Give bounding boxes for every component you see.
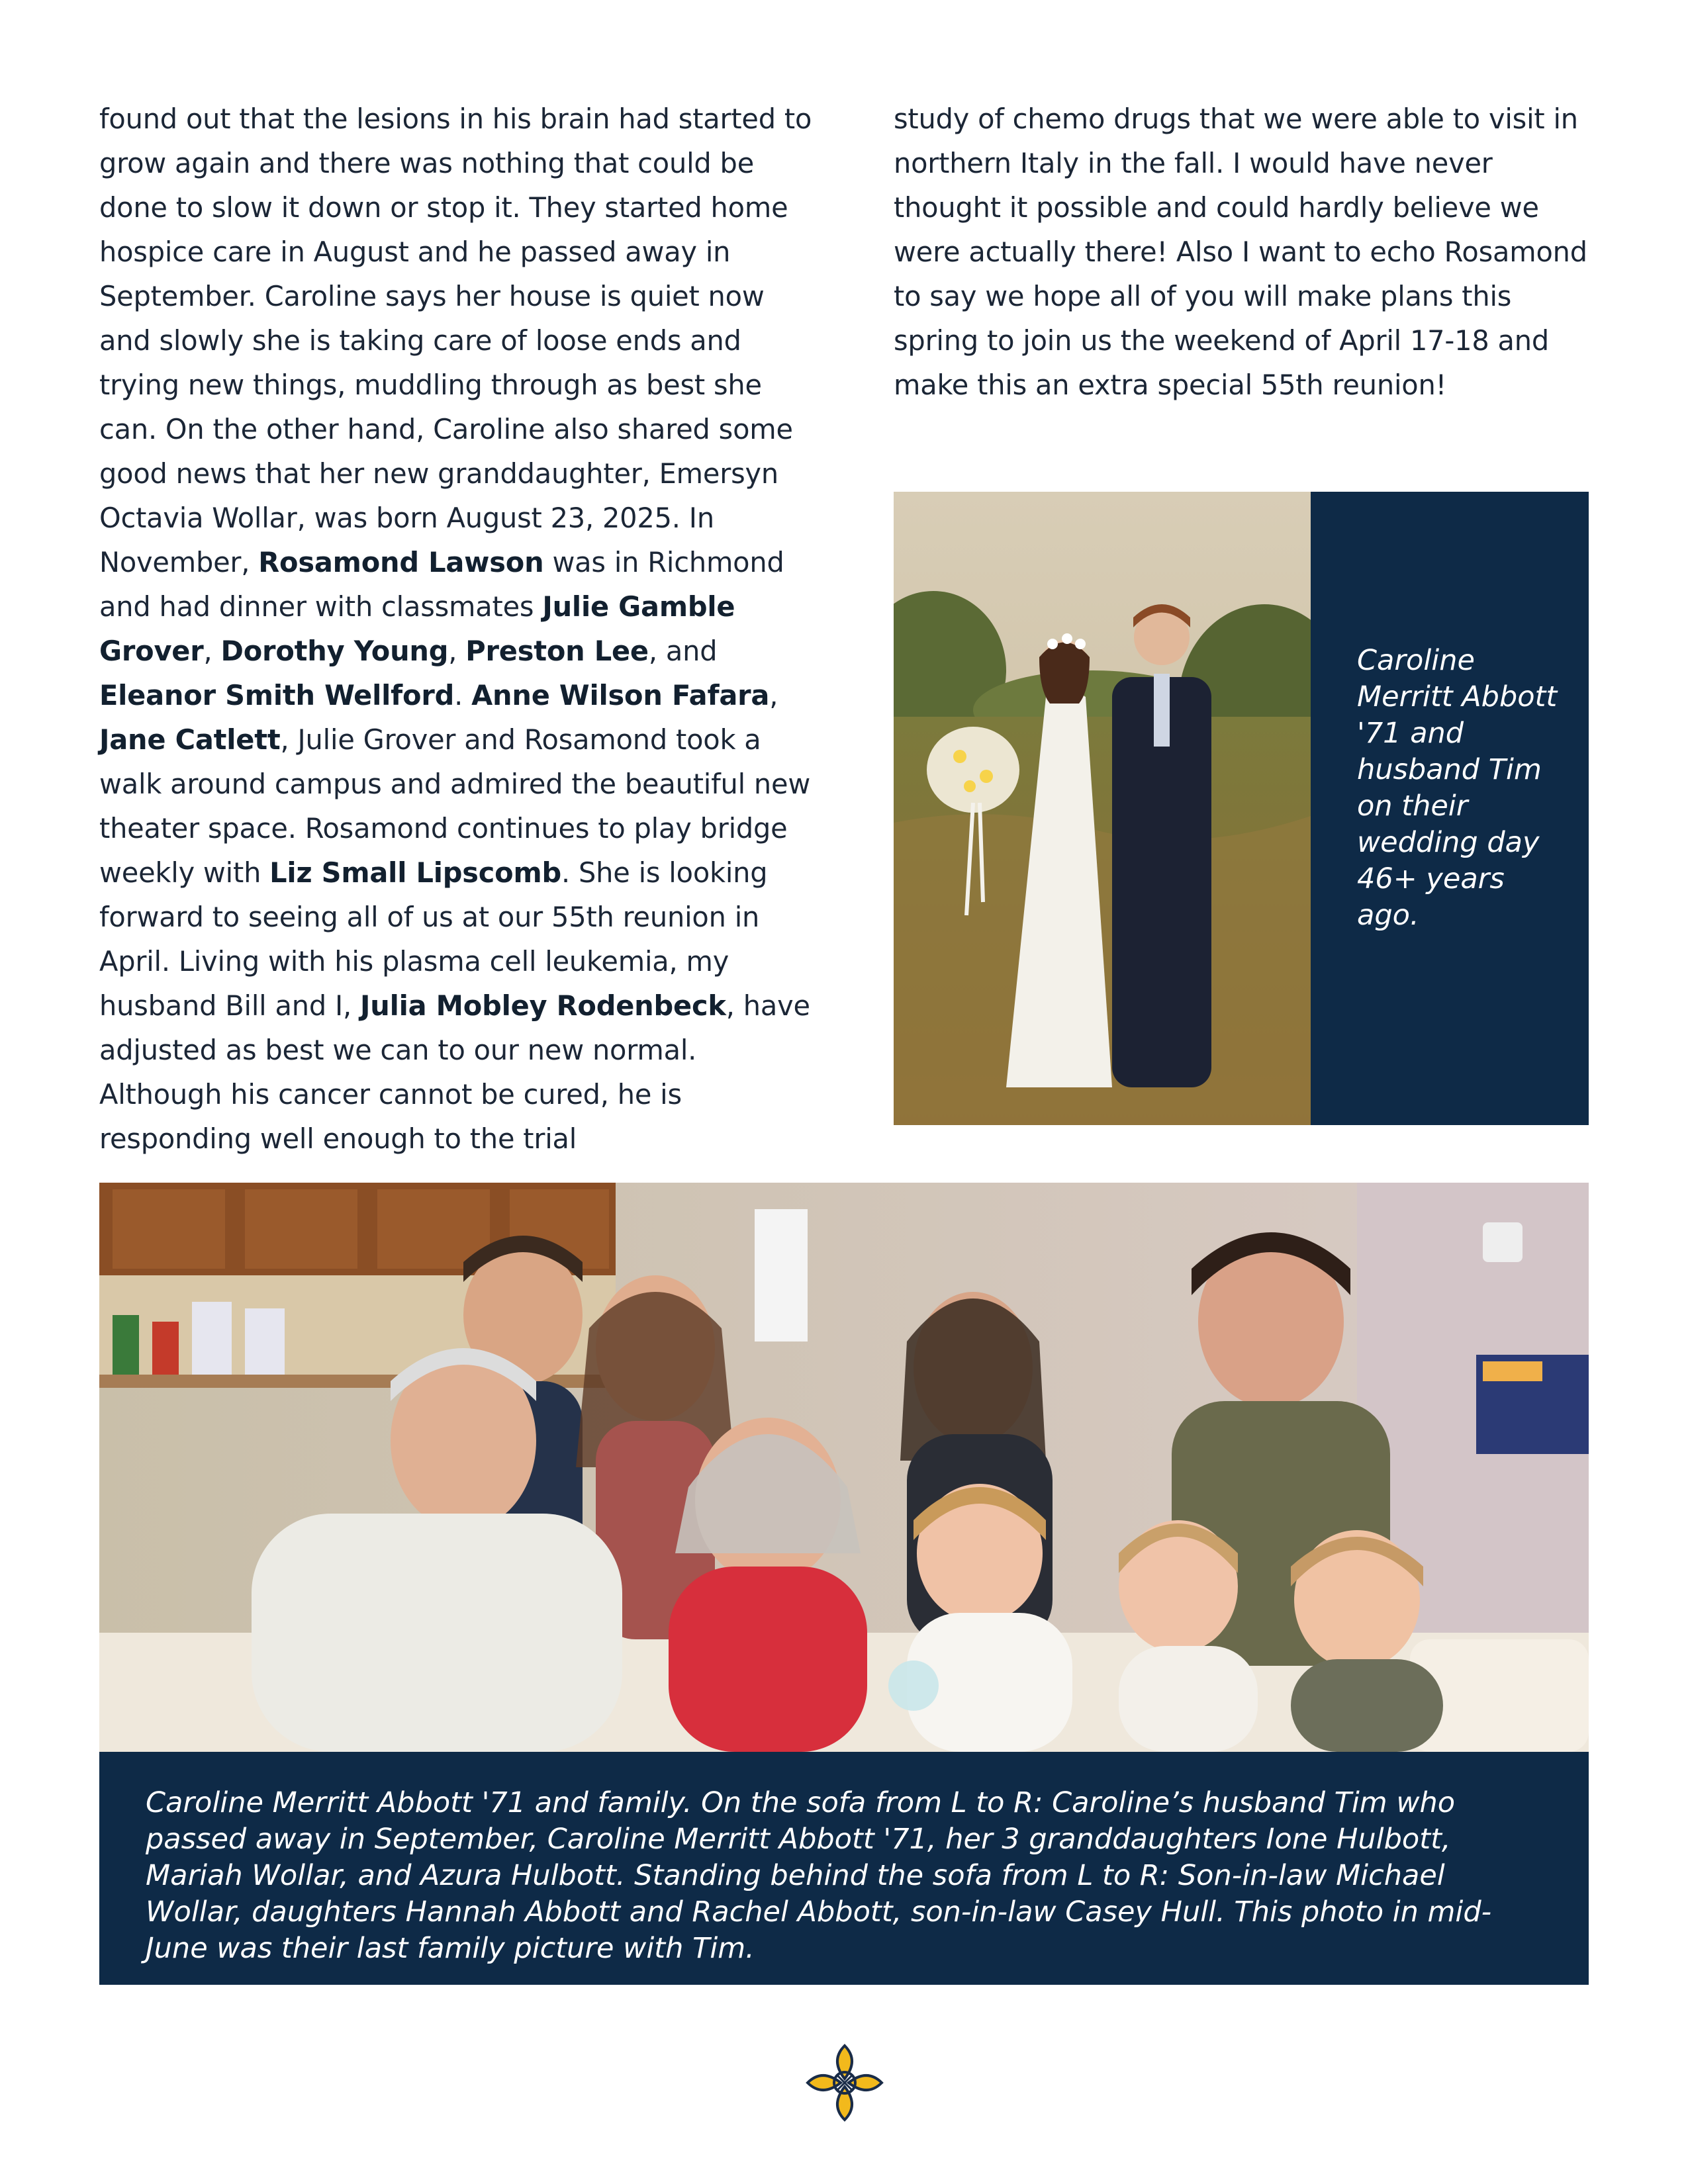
- quatrefoil-logo-icon: [804, 2042, 886, 2124]
- classmate-name: Anne Wilson Fafara: [471, 679, 770, 711]
- classmate-name: Julia Mobley Rodenbeck: [359, 989, 726, 1022]
- classmate-name: Jane Catlett: [99, 723, 281, 756]
- classmate-name: Dorothy Young: [220, 635, 449, 667]
- article-paragraph: study of chemo drugs that we were able to visit in northern Italy in the fall. I would have never thought it possible and could hardly believe we were actually there! Also I want to echo Rosamond to say we hope all of you will make plans this spring to join us the weekend of April 17-18 and make this an extra special 55th reunion!: [894, 103, 1587, 401]
- classmate-name: Preston Lee: [465, 635, 649, 667]
- article-left-column: [99, 97, 814, 1161]
- article-right-column: [894, 97, 1595, 407]
- wedding-photo-block: [894, 492, 1589, 1125]
- wedding-photo-caption: Caroline Merritt Abbott '71 and husband Tim on their wedding day 46+ years ago.: [1357, 644, 1558, 932]
- classmate-name: Julie Gamble Grover: [99, 590, 735, 667]
- wedding-photo-image: [894, 492, 1311, 1125]
- wedding-photo: [894, 492, 1311, 1125]
- family-photo-image: [99, 1183, 1589, 1752]
- classmate-name: Liz Small Lipscomb: [269, 856, 562, 889]
- classmate-name: Eleanor Smith Wellford: [99, 679, 455, 711]
- article-paragraph: found out that the lesions in his brain had started to grow again and there was nothing that could be done to slow it down or stop it. They started home hospice care in August and he passed away in September. Caroline says her house is quiet now and slowly she is taking care of loose ends and trying new things, muddling through as best she can. On the other hand, Caroline also shared some good news that her new granddaughter, Emersyn Octavia Wollar, was born August 23, 2025. In November, Rosamond Lawson was in Richmond and had dinner with classmates Julie Gamble Grover, Dorothy Young, Preston Lee, and Eleanor Smith Wellford. Anne Wilson Fafara, Jane Catlett, Julie Grover and Rosamond took a walk around campus and admired the beautiful new theater space. Rosamond continues to play bridge weekly with Liz Small Lipscomb. She is looking forward to seeing all of us at our 55th reunion in April. Living with his plasma cell leukemia, my husband Bill and I, Julia Mobley Rodenbeck, have adjusted as best we can to our new normal. Although his cancer cannot be cured, he is responding well enough to the trial: [99, 103, 812, 1155]
- family-photo-caption: Caroline Merritt Abbott '71 and family. On the sofa from L to R: Caroline’s husband Tim who passed away in September, Caroline Merritt Abbott '71, her 3 granddaughters Ione Hulbott, Mariah Wollar, and Azura Hulbott. Standing behind the sofa from L to R: Son-in-law Michael Wollar, daughters Hannah Abbott and Rachel Abbott, son-in-law Casey Hull. This photo in mid-June was their last family picture with Tim.: [146, 1786, 1492, 1965]
- family-photo: [99, 1183, 1589, 1752]
- family-photo-caption-box: [99, 1752, 1589, 1985]
- classmate-name: Rosamond Lawson: [258, 546, 544, 578]
